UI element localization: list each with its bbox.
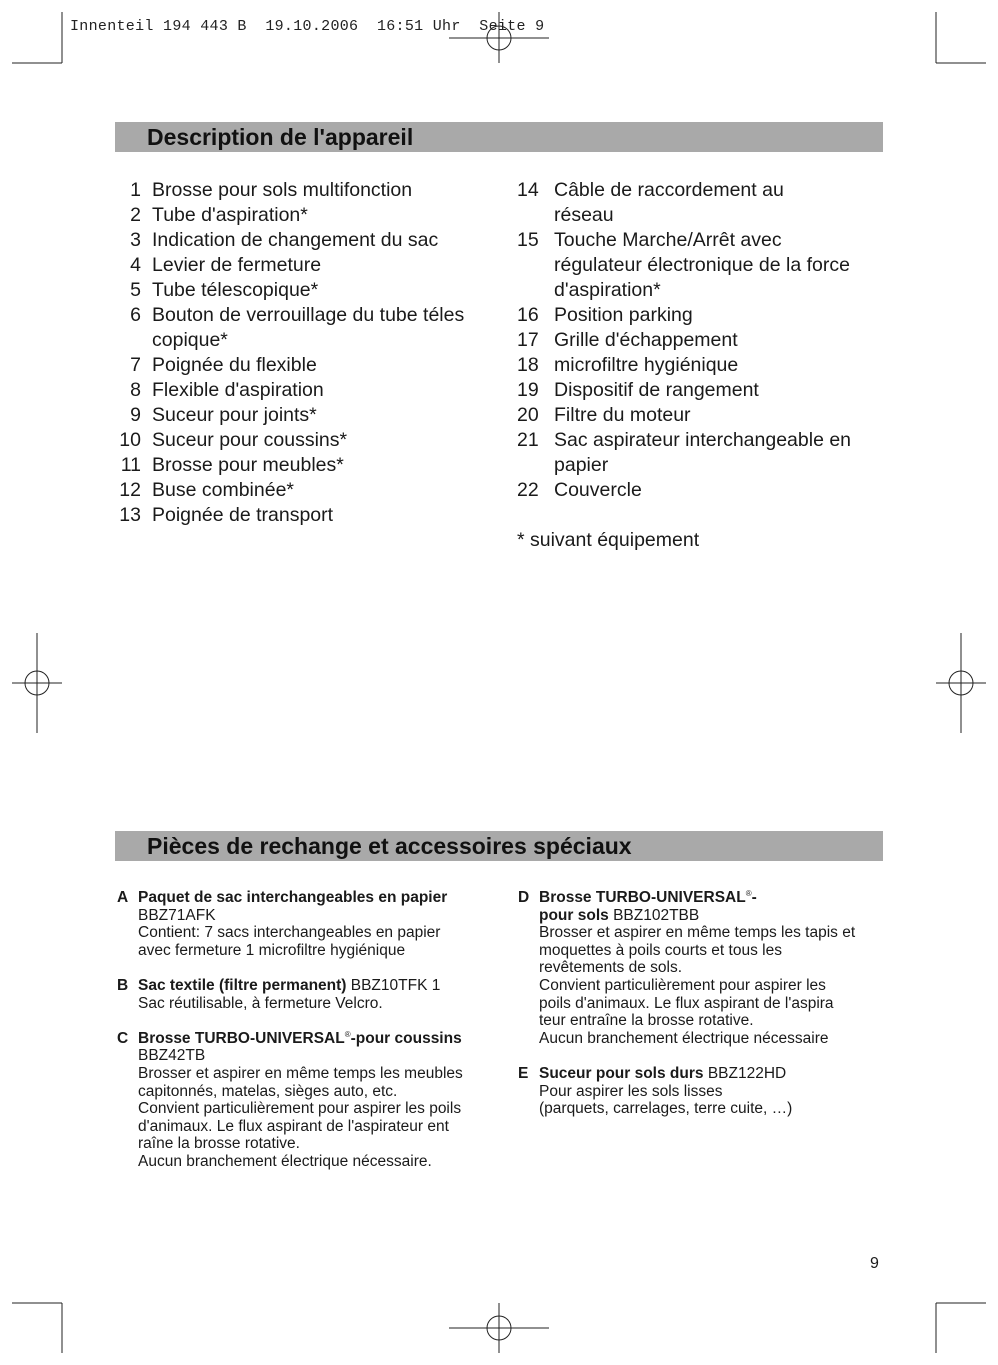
description-section-header [115, 122, 883, 152]
accessory-text: teur entraîne la brosse rotative. [539, 1012, 754, 1030]
accessories-list-right [518, 889, 898, 1135]
description-item [517, 353, 887, 378]
description-item [517, 378, 887, 403]
accessory-title-text: - [751, 889, 757, 906]
item-text-line: Suceur pour coussins* [152, 429, 348, 451]
accessory-body [138, 889, 502, 959]
item-text-line: Brosse pour meubles* [152, 454, 344, 476]
item-number: 20 [517, 404, 539, 426]
accessory-line [138, 1153, 502, 1171]
item-text [554, 403, 691, 428]
accessory-line [138, 889, 502, 907]
description-item [115, 203, 505, 228]
description-item [115, 228, 505, 253]
accessory-text: Convient particulièrement pour aspirer les poils [138, 1100, 462, 1118]
item-text-line: Bouton de verrouillage du tube téles [152, 304, 465, 326]
description-item [115, 503, 505, 528]
footnote: * suivant équipement [517, 529, 700, 551]
item-text-line: d'aspiration* [554, 279, 661, 301]
item-text [152, 228, 438, 253]
item-text [152, 478, 294, 503]
item-text-line: Tube télescopique* [152, 279, 319, 301]
accessory-line [138, 1100, 502, 1118]
accessory-letter: C [117, 1029, 129, 1047]
item-text-line: Câble de raccordement au [554, 179, 784, 201]
accessory-text: Pour aspirer les sols lisses [539, 1082, 723, 1100]
item-text [554, 228, 850, 303]
accessory-line [138, 1047, 502, 1065]
item-text [152, 428, 347, 453]
description-item [517, 303, 887, 328]
item-number: 7 [130, 354, 141, 376]
accessory-line [138, 1065, 502, 1083]
accessory-text: BBZ102TBB [608, 906, 700, 924]
description-item [115, 478, 505, 503]
accessory-line [539, 889, 898, 907]
accessory-line [539, 942, 898, 960]
description-list-left [115, 178, 505, 528]
item-text-line: Tube d'aspiration* [152, 204, 308, 226]
description-item [115, 378, 505, 403]
item-text-line: microfiltre hygiénique [554, 354, 739, 376]
item-text [152, 378, 324, 403]
item-text-line: Indication de changement du sac [152, 229, 439, 251]
description-item [517, 478, 887, 503]
accessory-line [539, 924, 898, 942]
print-slug: Innenteil 194 443 B 19.10.2006 16:51 Uhr Seite 9 [70, 18, 545, 35]
item-number: 18 [517, 354, 539, 376]
accessory-title-text: Suceur pour sols durs [539, 1064, 704, 1082]
item-text-line: copique* [152, 329, 228, 351]
accessory-text: Sac réutilisable, à fermeture Velcro. [138, 994, 383, 1012]
item-text-line: Couvercle [554, 479, 642, 501]
item-text-line: régulateur électronique de la force [554, 254, 850, 276]
accessory-line [138, 1118, 502, 1136]
item-number: 3 [130, 229, 141, 251]
accessory-letter: D [518, 889, 530, 906]
accessory-text: (parquets, carrelages, terre cuite, …) [539, 1100, 793, 1118]
accessory-letter: A [117, 889, 129, 906]
description-item [517, 428, 887, 478]
accessory-body [138, 1030, 502, 1171]
description-list-right-wrapper [517, 178, 887, 553]
accessory-text: BBZ71AFK [138, 906, 216, 924]
item-text [152, 353, 317, 378]
accessory-body [138, 977, 502, 1012]
description-item [115, 278, 505, 303]
item-text [152, 453, 344, 478]
accessory-line [138, 907, 502, 925]
item-text [152, 178, 412, 203]
item-number: 1 [130, 179, 141, 201]
item-text [554, 428, 851, 478]
description-title: Description de l'appareil [147, 124, 414, 150]
accessory-line [539, 907, 898, 925]
item-text [152, 253, 321, 278]
description-item [115, 178, 505, 203]
accessory-text: poils d'animaux. Le flux aspirant de l'aspira [539, 994, 834, 1012]
accessory-text: moquettes à poils courts et tous les [539, 941, 782, 959]
description-item [115, 428, 505, 453]
description-item [115, 403, 505, 428]
accessory-line [138, 1030, 502, 1048]
item-text [554, 478, 642, 503]
item-number: 17 [517, 329, 539, 351]
description-item [115, 453, 505, 478]
accessory-text: revêtements de sols. [539, 959, 683, 977]
item-text-line: Sac aspirateur interchangeable en [554, 429, 852, 451]
item-number: 4 [130, 254, 141, 276]
item-text-line: Suceur pour joints* [152, 404, 317, 426]
accessory-text: capitonnés, matelas, sièges auto, etc. [138, 1082, 398, 1100]
item-text-line: Touche Marche/Arrêt avec [554, 229, 782, 251]
description-item [115, 253, 505, 278]
accessory-text: Contient: 7 sacs interchangeables en papier [138, 924, 441, 942]
accessory-text: raîne la brosse rotative. [138, 1135, 300, 1153]
item-text [152, 403, 317, 428]
registered-mark: ® [745, 889, 752, 898]
item-text [554, 328, 738, 353]
description-item [517, 403, 887, 428]
accessory-line [539, 959, 898, 977]
accessory-item [518, 1065, 898, 1118]
accessory-text: avec fermeture 1 microfiltre hygiénique [138, 941, 406, 959]
accessory-title-text: Paquet de sac interchangeables en papier [138, 889, 448, 906]
item-number: 16 [517, 304, 539, 326]
description-item [517, 178, 887, 228]
description-item [115, 303, 505, 353]
item-text [554, 178, 784, 228]
item-number: 13 [119, 504, 141, 526]
accessory-text: Convient particulièrement pour aspirer les [539, 976, 826, 994]
accessory-text: Aucun branchement électrique nécessaire [539, 1029, 829, 1047]
accessory-title-text: Brosse TURBO-UNIVERSAL [138, 1029, 345, 1047]
accessory-text: Brosser et aspirer en même temps les tapis et [539, 924, 856, 942]
item-text [554, 303, 693, 328]
accessory-title-text: Sac textile (filtre permanent) [138, 976, 347, 994]
accessory-line [539, 1100, 898, 1118]
item-number: 14 [517, 179, 539, 201]
accessory-line [539, 1083, 898, 1101]
accessory-line [539, 1065, 898, 1083]
page-number: 9 [870, 1255, 879, 1272]
accessory-title-text: -pour coussins [350, 1029, 462, 1047]
item-text-line: Buse combinée* [152, 479, 295, 501]
accessory-line [539, 995, 898, 1013]
item-number: 10 [119, 429, 141, 451]
accessory-body [539, 889, 898, 1047]
item-number: 15 [517, 229, 539, 251]
description-item [517, 328, 887, 353]
item-number: 2 [130, 204, 141, 226]
accessory-text: BBZ122HD [703, 1064, 787, 1082]
item-text-line: Poignée de transport [152, 504, 334, 526]
accessory-line [138, 1083, 502, 1101]
accessory-letter: B [117, 976, 129, 994]
accessory-item [117, 889, 502, 959]
item-text-line: Flexible d'aspiration [152, 379, 324, 401]
item-text-line: Position parking [554, 304, 693, 326]
accessory-line [138, 942, 502, 960]
item-text-line: Poignée du flexible [152, 354, 317, 376]
description-item [115, 353, 505, 378]
description-item [517, 228, 887, 303]
item-text-line: papier [554, 454, 609, 476]
item-number: 11 [120, 454, 141, 476]
accessory-line [138, 995, 502, 1013]
accessory-line [138, 977, 502, 995]
accessory-item [518, 889, 898, 1047]
item-text [152, 303, 464, 353]
item-number: 5 [130, 279, 141, 301]
accessory-text: d'animaux. Le flux aspirant de l'aspirateur ent [138, 1117, 449, 1135]
accessory-line [539, 1012, 898, 1030]
item-text [152, 203, 308, 228]
item-text-line: Filtre du moteur [554, 404, 691, 426]
accessory-body [539, 1065, 898, 1118]
item-number: 22 [517, 479, 539, 501]
accessory-text: BBZ10TFK 1 [346, 976, 441, 994]
accessory-line [539, 977, 898, 995]
item-number: 8 [130, 379, 141, 401]
accessories-section-header [115, 831, 883, 861]
item-text-line: Dispositif de rangement [554, 379, 759, 401]
item-number: 9 [130, 404, 141, 426]
accessory-line [539, 1030, 898, 1048]
item-text-line: Levier de fermeture [152, 254, 322, 276]
item-number: 6 [130, 304, 141, 326]
accessory-text: Aucun branchement électrique nécessaire. [138, 1152, 432, 1170]
description-list-right [517, 178, 887, 503]
item-text-line: réseau [554, 204, 614, 226]
registered-mark: ® [344, 1029, 351, 1039]
item-text [554, 378, 759, 403]
item-number: 19 [517, 379, 539, 401]
accessory-text: Brosser et aspirer en même temps les meubles [138, 1064, 463, 1082]
accessory-letter: E [518, 1064, 529, 1082]
accessory-item [117, 1030, 502, 1171]
accessory-line [138, 1135, 502, 1153]
accessory-text: BBZ42TB [138, 1047, 206, 1065]
item-text [152, 503, 333, 528]
accessory-title-text: Brosse TURBO-UNIVERSAL [539, 889, 746, 906]
item-text-line: Grille d'échappement [554, 329, 738, 351]
item-text [554, 353, 738, 378]
accessories-list-left [117, 889, 502, 1188]
item-number: 12 [119, 479, 141, 501]
accessory-line [138, 924, 502, 942]
accessories-title: Pièces de rechange et accessoires spéciaux [147, 833, 632, 859]
accessory-title-text: pour sols [539, 906, 609, 924]
accessory-item [117, 977, 502, 1012]
item-text [152, 278, 318, 303]
item-text-line: Brosse pour sols multifonction [152, 179, 413, 201]
item-number: 21 [517, 429, 539, 451]
